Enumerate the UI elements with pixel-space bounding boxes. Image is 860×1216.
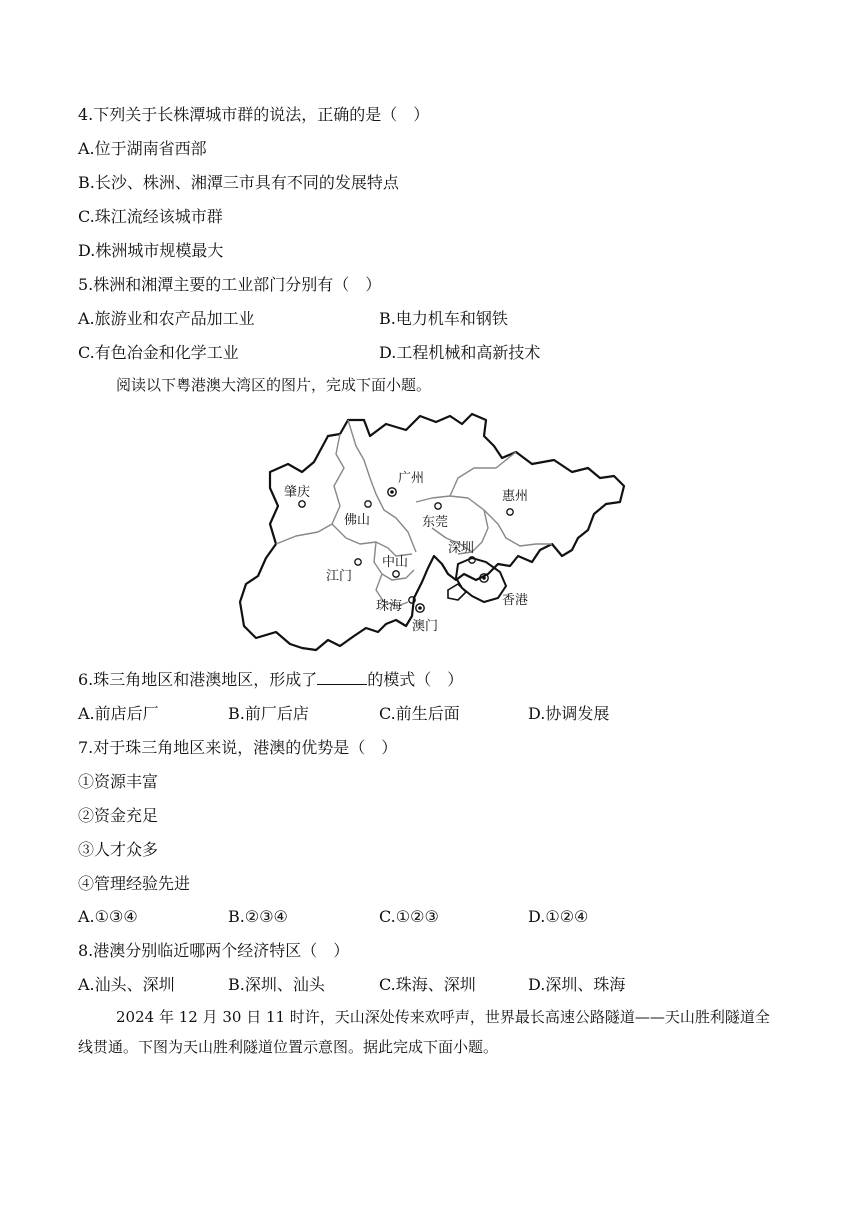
q8-option-d: D.深圳、珠海 xyxy=(528,975,626,994)
dongguan-marker xyxy=(435,503,441,509)
q6-option-d: D.协调发展 xyxy=(528,704,610,723)
q7-item-2: ②资金充足 xyxy=(78,806,159,825)
zhaoqing-marker xyxy=(299,501,305,507)
zhongshan-marker xyxy=(393,571,399,577)
q7-option-b: B.②③④ xyxy=(228,907,288,926)
label-hongkong: 香港 xyxy=(502,593,529,608)
q8-option-b: B.深圳、汕头 xyxy=(228,975,325,994)
foshan-marker xyxy=(365,501,371,507)
q8-option-c: C.珠海、深圳 xyxy=(379,975,476,994)
boundary-foshan-guangzhou xyxy=(348,420,416,552)
q5-stem: 5.株洲和湘潭主要的工业部门分别有（ ） xyxy=(78,275,382,294)
q6-stem-before: 6.珠三角地区和港澳地区，形成了 xyxy=(78,670,318,689)
q6-stem-after: 的模式（ ） xyxy=(367,670,464,689)
q4-option-b: B.长沙、株洲、湘潭三市具有不同的发展特点 xyxy=(78,173,399,192)
label-zhaoqing: 肇庆 xyxy=(284,485,311,500)
label-foshan: 佛山 xyxy=(344,513,371,528)
boundary-foshan-jiangmen xyxy=(332,524,412,556)
label-shenzhen: 深圳 xyxy=(448,541,475,556)
q5-option-c: C.有色冶金和化学工业 xyxy=(78,343,239,362)
q6-option-c: C.前生后面 xyxy=(379,704,460,723)
q7-stem: 7.对于珠三角地区来说，港澳的优势是（ ） xyxy=(78,738,398,757)
q7-item-4: ④管理经验先进 xyxy=(78,874,191,893)
q8-stem: 8.港澳分别临近哪两个经济特区（ ） xyxy=(78,941,350,960)
boundary-dongguan-huizhou xyxy=(484,510,552,546)
q6-blank xyxy=(317,670,367,685)
q4-option-a: A.位于湖南省西部 xyxy=(78,139,207,158)
label-dongguan: 东莞 xyxy=(422,515,449,530)
q5-option-d: D.工程机械和高新技术 xyxy=(379,343,541,362)
q6-option-b: B.前厂后店 xyxy=(228,704,309,723)
q6-option-a: A.前店后厂 xyxy=(78,704,159,723)
q5-option-b: B.电力机车和钢铁 xyxy=(379,309,508,328)
q7-option-c: C.①②③ xyxy=(379,907,439,926)
q7-option-a: A.①③④ xyxy=(78,907,138,926)
greater-bay-area-map xyxy=(236,406,628,656)
label-zhuhai: 珠海 xyxy=(376,599,403,614)
q5-option-a: A.旅游业和农产品加工业 xyxy=(78,309,255,328)
label-jiangmen: 江门 xyxy=(326,569,353,584)
lantau-island xyxy=(448,584,466,600)
q8-option-a: A.汕头、深圳 xyxy=(78,975,175,994)
q7-item-3: ③人才众多 xyxy=(78,840,159,859)
label-huizhou: 惠州 xyxy=(502,489,529,504)
q4-option-d: D.株洲城市规模最大 xyxy=(78,241,224,260)
label-zhongshan: 中山 xyxy=(382,555,409,570)
region-outline xyxy=(240,414,624,650)
q6-stem xyxy=(78,670,463,690)
q4-option-c: C.珠江流经该城市群 xyxy=(78,207,223,226)
label-guangzhou: 广州 xyxy=(398,471,425,486)
jiangmen-marker xyxy=(355,559,361,565)
map-intro: 阅读以下粤港澳大湾区的图片，完成下面小题。 xyxy=(116,376,432,394)
huizhou-marker xyxy=(507,509,513,515)
q7-item-1: ①资源丰富 xyxy=(78,772,159,791)
label-macau: 澳门 xyxy=(412,619,439,634)
q7-option-d: D.①②④ xyxy=(528,907,589,926)
tunnel-intro: 2024 年 12 月 30 日 11 时许，天山深处传来欢呼声，世界最长高速公路隧道——天山胜利隧道全线贯通。下图为天山胜利隧道位置示意图。据此完成下面小题。 xyxy=(78,1008,770,1056)
q4-stem: 4.下列关于长株潭城市群的说法，正确的是（ ） xyxy=(78,105,430,124)
